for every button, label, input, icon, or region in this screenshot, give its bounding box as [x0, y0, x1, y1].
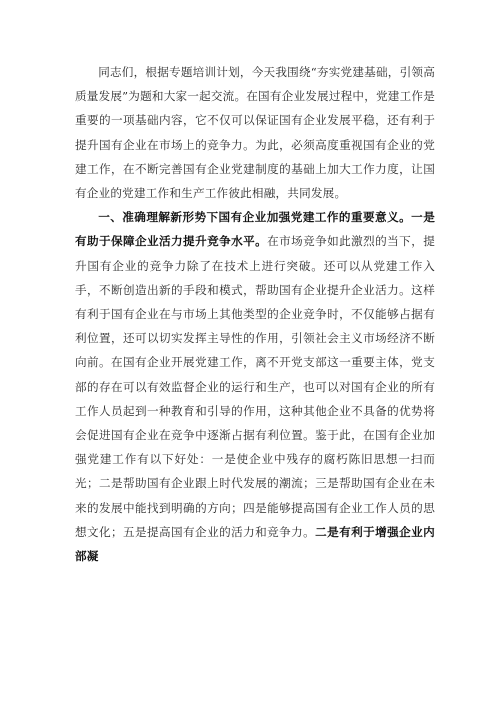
point-1-body: 在市场竞争如此激烈的当下，提升国有企业的竞争力除了在技术上进行突破。还可以从党建工作入手，不断创造出新的手段和模式，帮助国有企业提升企业活力。这样有利于国有企业在与市场上其他类型的企业竞争时，不仅能够占据有利位置，还可以切实发挥主导性的作用，引领社会主义市场经济不断向前。在国有企业开展党建工作，离不开党支部这一重要主体，党支部的存在可以有效监督企业的运行和生产，也可以对国有企业的所有工作人员起到一种教育和引导的作用，这种其他企业不具备的优势将会促进国有企业在竞争中逐渐占据有利位置。鉴于此，在国有企业加强党建工作有以下好处：一是使企业中残存的腐朽陈旧思想一扫而光；二是帮助国有企业跟上时代发展的潮流；三是帮助国有企业在未来的发展中能找到明确的方向；四是能够提高国有企业工作人员的思想文化；五是提高国有企业的活力和竞争力。 — [75, 234, 435, 539]
section-heading: 一、准确理解新形势下国有企业加强党建工作的重要意义。 — [98, 210, 412, 225]
section-paragraph — [75, 205, 435, 568]
point-1-heading: 一是有助于保障企业活力提升竞争水平。 — [75, 210, 436, 249]
intro-paragraph: 同志们，根据专题培训计划，今天我围绕“夯实党建基础，引领高质量发展”为题和大家一起交流。在国有企业发展过程中，党建工作是重要的一项基础内容，它不仅可以保证国有企业发展平稳，还有利于提升国有企业在市场上的竞争力。为此，必须高度重视国有企业的党建工作，在不断完善国有企业党建制度的基础上加大工作力度，让国有企业的党建工作和生产工作彼此相融，共同发展。 — [75, 65, 435, 201]
document-page — [75, 60, 435, 568]
point-2-heading: 二是有利于增强企业内部凝 — [75, 524, 435, 564]
